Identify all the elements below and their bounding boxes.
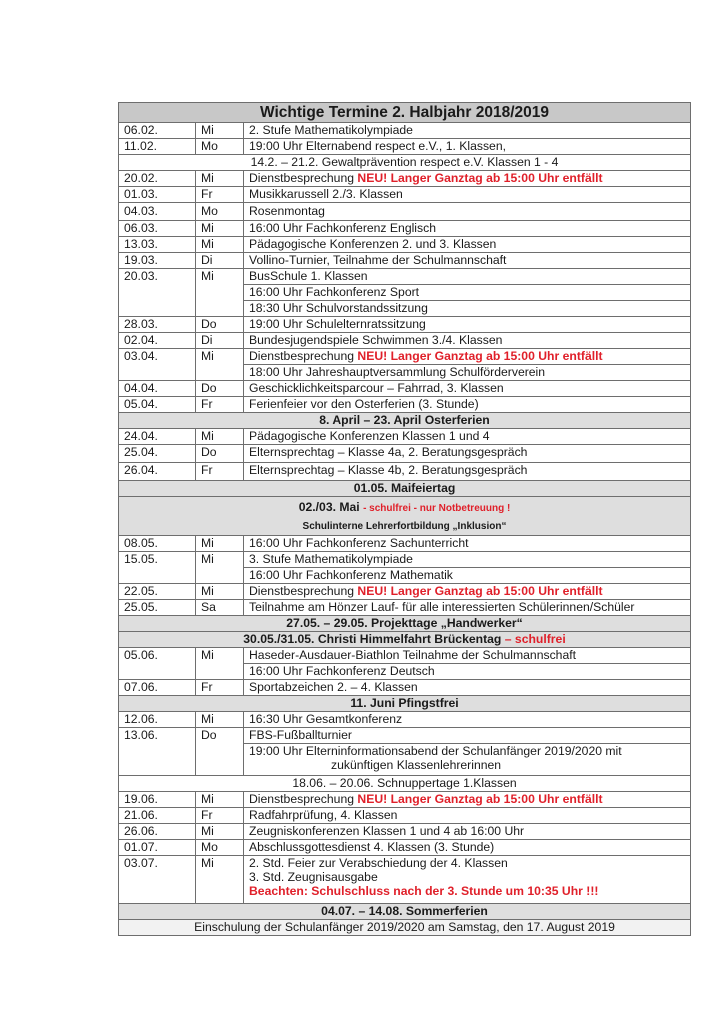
event-text	[244, 840, 691, 856]
event-row	[119, 123, 691, 139]
event-day: Mo	[196, 139, 244, 155]
event-date: 08.05.	[119, 536, 196, 552]
holiday-band	[119, 904, 691, 920]
event-description: Ferienfeier vor den Osterferien (3. Stunde)	[249, 397, 479, 411]
holiday-text	[119, 632, 691, 648]
event-date: 20.02.	[119, 171, 196, 187]
event-text	[244, 221, 691, 237]
event-description: 16:30 Uhr Gesamtkonferenz	[249, 712, 403, 726]
event-day: Mi	[196, 349, 244, 381]
holiday-label: 11. Juni Pfingstfrei	[350, 696, 459, 710]
holiday-label: 01.05. Maifeiertag	[353, 481, 456, 495]
event-row	[119, 600, 691, 616]
event-day: Mi	[196, 221, 244, 237]
event-description: 19:00 Uhr Elternabend respect e.V., 1. Klassen,	[249, 139, 507, 153]
event-date: 20.03.	[119, 269, 196, 317]
event-date: 24.04.	[119, 429, 196, 445]
event-text	[244, 123, 691, 139]
event-text	[244, 203, 691, 221]
event-highlight: NEU! Langer Ganztag ab 15:00 Uhr entfällt	[357, 584, 603, 598]
event-day: Mo	[196, 840, 244, 856]
event-day: Mi	[196, 552, 244, 584]
footer-text: Einschulung der Schulanfänger 2019/2020 am Samstag, den 17. August 2019	[119, 920, 691, 936]
event-row	[119, 536, 691, 552]
event-description: Elternsprechtag – Klasse 4a, 2. Beratungsgespräch	[249, 445, 528, 459]
event-day: Mi	[196, 824, 244, 840]
event-text	[244, 285, 691, 301]
termine-table	[118, 102, 690, 945]
event-date: 02.04.	[119, 333, 196, 349]
event-description: Vollino-Turnier, Teilnahme der Schulmannschaft	[249, 253, 507, 267]
event-text	[244, 808, 691, 824]
holiday-note: – schulfrei	[504, 632, 566, 646]
event-description: Dienstbesprechung	[249, 584, 358, 598]
event-date: 06.03.	[119, 221, 196, 237]
event-description: zukünftigen Klassenlehrerinnen	[331, 758, 502, 772]
event-day: Mi	[196, 269, 244, 317]
event-text	[244, 463, 691, 481]
event-date: 21.06.	[119, 808, 196, 824]
event-date: 26.04.	[119, 463, 196, 481]
event-date: 28.03.	[119, 317, 196, 333]
event-description: 18:00 Uhr Jahreshauptversammlung Schulförderverein	[249, 365, 546, 379]
event-description: 2. Std. Feier zur Verabschiedung der 4. Klassen	[249, 856, 508, 870]
event-description: BusSchule 1. Klassen	[249, 269, 368, 283]
event-row	[119, 792, 691, 808]
event-row	[119, 824, 691, 840]
event-description: 2. Stufe Mathematikolympiade	[249, 123, 413, 137]
event-description: Musikkarussell 2./3. Klassen	[249, 187, 403, 201]
event-text	[244, 568, 691, 584]
event-text	[244, 856, 691, 904]
period-row	[119, 776, 691, 792]
event-date: 15.05.	[119, 552, 196, 584]
event-highlight: NEU! Langer Ganztag ab 15:00 Uhr entfällt	[357, 171, 603, 185]
event-text	[244, 824, 691, 840]
event-text	[244, 253, 691, 269]
event-description: Teilnahme am Hönzer Lauf- für alle interessierten Schülerinnen/Schüler	[249, 600, 635, 614]
event-row	[119, 349, 691, 365]
event-date: 03.07.	[119, 856, 196, 904]
event-day: Mi	[196, 123, 244, 139]
event-day: Di	[196, 333, 244, 349]
event-date: 11.02.	[119, 139, 196, 155]
event-row	[119, 171, 691, 187]
event-row	[119, 552, 691, 568]
holiday-text	[119, 481, 691, 497]
event-description: 16:00 Uhr Fachkonferenz Deutsch	[249, 664, 435, 678]
holiday-label: 04.07. – 14.08. Sommerferien	[321, 904, 488, 918]
event-row	[119, 680, 691, 696]
event-description: 19:00 Uhr Schulelternratssitzung	[249, 317, 426, 331]
event-day: Mi	[196, 648, 244, 680]
holiday-band	[119, 616, 691, 632]
event-row	[119, 333, 691, 349]
footer-row	[119, 920, 691, 936]
event-description: Dienstbesprechung	[249, 349, 358, 363]
event-text	[244, 397, 691, 413]
event-row	[119, 429, 691, 445]
event-date: 26.06.	[119, 824, 196, 840]
event-date: 25.04.	[119, 445, 196, 463]
event-date: 19.06.	[119, 792, 196, 808]
event-day: Mi	[196, 856, 244, 904]
event-text	[244, 333, 691, 349]
event-row	[119, 445, 691, 463]
event-day: Mi	[196, 712, 244, 728]
event-text	[244, 187, 691, 203]
event-date: 05.06.	[119, 648, 196, 680]
event-description: Sportabzeichen 2. – 4. Klassen	[249, 680, 418, 694]
event-text	[244, 536, 691, 552]
event-text	[244, 712, 691, 728]
holiday-text	[119, 497, 691, 536]
event-text	[244, 728, 691, 744]
event-row	[119, 221, 691, 237]
event-day: Di	[196, 253, 244, 269]
event-row	[119, 269, 691, 285]
event-text	[244, 680, 691, 696]
event-text	[244, 237, 691, 253]
event-text	[244, 171, 691, 187]
event-description: Haseder-Ausdauer-Biathlon Teilnahme der Schulmannschaft	[249, 648, 576, 662]
holiday-band	[119, 632, 691, 648]
event-day: Do	[196, 381, 244, 397]
event-date: 12.06.	[119, 712, 196, 728]
event-text	[244, 792, 691, 808]
event-description: Dienstbesprechung	[249, 171, 358, 185]
event-highlight: NEU! Langer Ganztag ab 15:00 Uhr entfällt	[357, 349, 603, 363]
period-text: 14.2. – 21.2. Gewaltprävention respect e.V. Klassen 1 - 4	[119, 155, 691, 171]
event-description: Pädagogische Konferenzen 2. und 3. Klassen	[249, 237, 497, 251]
event-text	[244, 445, 691, 463]
event-description: 3. Std. Zeugnisausgabe	[249, 870, 378, 884]
period-text: 18.06. – 20.06. Schnuppertage 1.Klassen	[119, 776, 691, 792]
event-day: Mi	[196, 584, 244, 600]
event-date: 04.04.	[119, 381, 196, 397]
holiday-subtitle: Schulinterne Lehrerfortbildung „Inklusion“	[302, 521, 507, 532]
event-description: FBS-Fußballturnier	[249, 728, 352, 742]
event-text	[244, 552, 691, 568]
event-description: 3. Stufe Mathematikolympiade	[249, 552, 413, 566]
event-row	[119, 187, 691, 203]
period-row	[119, 155, 691, 171]
event-day: Fr	[196, 187, 244, 203]
event-date: 25.05.	[119, 600, 196, 616]
event-text	[244, 648, 691, 664]
event-row	[119, 584, 691, 600]
holiday-text	[119, 696, 691, 712]
holiday-band	[119, 497, 691, 536]
holiday-band	[119, 413, 691, 429]
event-text	[244, 381, 691, 397]
holiday-text	[119, 904, 691, 920]
event-day: Fr	[196, 397, 244, 413]
event-row	[119, 712, 691, 728]
holiday-label: 30.05./31.05. Christi Himmelfahrt Brückentag	[243, 632, 505, 646]
event-date: 07.06.	[119, 680, 196, 696]
event-warning: Beachten: Schulschluss nach der 3. Stunde um 10:35 Uhr !!!	[249, 884, 599, 898]
event-description: 18:30 Uhr Schulvorstandssitzung	[249, 301, 428, 315]
event-date: 19.03.	[119, 253, 196, 269]
event-description: Abschlussgottesdienst 4. Klassen (3. Stunde)	[249, 840, 495, 854]
event-date: 13.03.	[119, 237, 196, 253]
event-row	[119, 856, 691, 904]
event-date: 01.03.	[119, 187, 196, 203]
event-date: 01.07.	[119, 840, 196, 856]
event-row	[119, 397, 691, 413]
event-day: Fr	[196, 808, 244, 824]
event-description: 16:00 Uhr Fachkonferenz Mathematik	[249, 568, 453, 582]
holiday-band	[119, 696, 691, 712]
event-row	[119, 203, 691, 221]
event-day: Do	[196, 445, 244, 463]
event-day: Mi	[196, 536, 244, 552]
event-row	[119, 317, 691, 333]
event-row	[119, 381, 691, 397]
event-day: Sa	[196, 600, 244, 616]
event-text	[244, 317, 691, 333]
holiday-text	[119, 413, 691, 429]
event-date: 03.04.	[119, 349, 196, 381]
event-row	[119, 253, 691, 269]
event-description: 16:00 Uhr Fachkonferenz Englisch	[249, 221, 436, 235]
event-day: Mi	[196, 429, 244, 445]
event-row	[119, 463, 691, 481]
event-description: 16:00 Uhr Fachkonferenz Sport	[249, 285, 420, 299]
event-day: Mi	[196, 237, 244, 253]
event-day: Do	[196, 728, 244, 776]
event-date: 06.02.	[119, 123, 196, 139]
event-text	[244, 269, 691, 285]
event-date: 05.04.	[119, 397, 196, 413]
holiday-label: 8. April – 23. April Osterferien	[319, 413, 490, 427]
event-row	[119, 808, 691, 824]
event-date: 04.03.	[119, 203, 196, 221]
event-day: Mo	[196, 203, 244, 221]
event-day: Fr	[196, 463, 244, 481]
event-text	[244, 365, 691, 381]
holiday-label: 02./03. Mai	[298, 500, 364, 514]
event-row	[119, 648, 691, 664]
page-title: Wichtige Termine 2. Halbjahr 2018/2019	[119, 103, 691, 123]
holiday-label: 27.05. – 29.05. Projekttage „Handwerker“	[286, 616, 523, 630]
event-day: Fr	[196, 680, 244, 696]
event-text	[244, 664, 691, 680]
event-day: Do	[196, 317, 244, 333]
event-text	[244, 600, 691, 616]
event-row	[119, 237, 691, 253]
event-row	[119, 139, 691, 155]
event-date: 22.05.	[119, 584, 196, 600]
event-row	[119, 728, 691, 744]
event-day: Mi	[196, 792, 244, 808]
event-date: 13.06.	[119, 728, 196, 776]
event-description: Geschicklichkeitsparcour – Fahrrad, 3. Klassen	[249, 381, 504, 395]
event-text	[244, 139, 691, 155]
event-description: Bundesjugendspiele Schwimmen 3./4. Klassen	[249, 333, 503, 347]
holiday-text	[119, 616, 691, 632]
holiday-band	[119, 481, 691, 497]
event-text	[244, 744, 691, 776]
holiday-note: - schulfrei - nur Notbetreuung !	[363, 503, 511, 514]
event-text	[244, 429, 691, 445]
event-description: Rosenmontag	[249, 204, 325, 218]
event-description: Zeugniskonferenzen Klassen 1 und 4 ab 16:00 Uhr	[249, 824, 525, 838]
event-day: Mi	[196, 171, 244, 187]
event-description: Pädagogische Konferenzen Klassen 1 und 4	[249, 429, 490, 443]
event-text	[244, 349, 691, 365]
event-text	[244, 301, 691, 317]
event-description: 16:00 Uhr Fachkonferenz Sachunterricht	[249, 536, 469, 550]
event-description: Elternsprechtag – Klasse 4b, 2. Beratungsgespräch	[249, 463, 528, 477]
event-highlight: NEU! Langer Ganztag ab 15:00 Uhr entfällt	[357, 792, 603, 806]
event-description: Radfahrprüfung, 4. Klassen	[249, 808, 398, 822]
event-row	[119, 840, 691, 856]
event-description: 19:00 Uhr Elterninformationsabend der Schulanfänger 2019/2020 mit	[249, 744, 622, 758]
event-description: Dienstbesprechung	[249, 792, 358, 806]
event-text	[244, 584, 691, 600]
